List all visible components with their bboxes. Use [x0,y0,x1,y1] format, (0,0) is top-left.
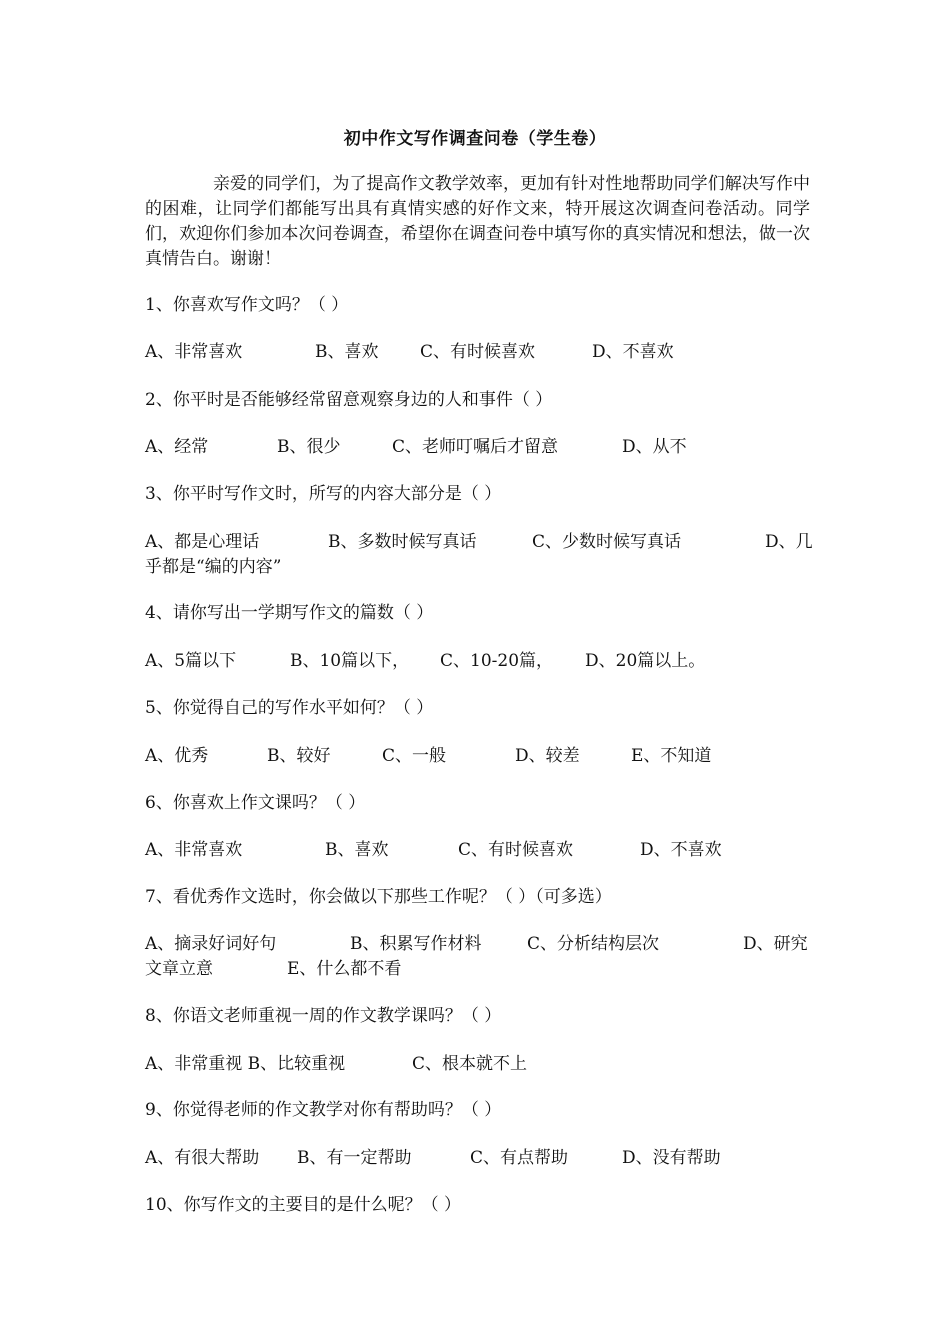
option-c[interactable]: C、少数时候写真话 [532,532,682,552]
question-5: 5、你觉得自己的写作水平如何？（ ） [145,698,434,718]
option-c[interactable]: C、有时候喜欢 [458,840,574,860]
option-d[interactable]: D、20篇以上。 [585,651,706,671]
option-a[interactable]: A、摘录好词好句 [145,934,277,954]
question-2: 2、你平时是否能够经常留意观察身边的人和事件（ ） [145,390,553,410]
option-b[interactable]: B、较好 [267,746,331,766]
option-a[interactable]: A、经常 [145,437,209,457]
option-d-continued: 文章立意 [145,959,213,979]
document-title: 初中作文写作调查问卷（学生卷） [343,129,607,149]
option-d[interactable]: D、较差 [515,746,580,766]
question-10: 10、你写作文的主要目的是什么呢？（ ） [145,1195,462,1215]
option-c[interactable]: C、有时候喜欢 [420,342,536,362]
option-d[interactable]: D、几 [765,532,813,552]
option-a[interactable]: A、都是心理话 [145,532,260,552]
option-c[interactable]: C、老师叮嘱后才留意 [392,437,559,457]
option-b[interactable]: B、有一定帮助 [297,1148,412,1168]
option-c[interactable]: C、10-20篇， [440,651,554,671]
option-b[interactable]: B、积累写作材料 [350,934,482,954]
option-a[interactable]: A、非常喜欢 [145,342,243,362]
option-d-continued: 乎都是“编的内容” [145,557,282,577]
question-4: 4、请你写出一学期写作文的篇数（ ） [145,603,434,623]
option-e[interactable]: E、什么都不看 [287,959,402,979]
option-c[interactable]: C、根本就不上 [412,1054,528,1074]
option-b[interactable]: B、喜欢 [325,840,389,860]
option-d[interactable]: D、研究 [743,934,808,954]
option-e[interactable]: E、不知道 [631,746,712,766]
option-c[interactable]: C、一般 [382,746,447,766]
question-9: 9、你觉得老师的作文教学对你有帮助吗？（ ） [145,1100,502,1120]
option-a[interactable]: A、5篇以下 [145,651,237,671]
question-3: 3、你平时写作文时，所写的内容大部分是（ ） [145,484,502,504]
option-d[interactable]: D、不喜欢 [592,342,674,362]
option-c[interactable]: C、分析结构层次 [527,934,660,954]
option-c[interactable]: C、有点帮助 [470,1148,569,1168]
option-d[interactable]: D、从不 [622,437,687,457]
question-8: 8、你语文老师重视一周的作文教学课吗？（ ） [145,1006,502,1026]
option-d[interactable]: D、没有帮助 [622,1148,721,1168]
option-b[interactable]: B、很少 [277,437,341,457]
option-b[interactable]: B、10篇以下， [290,651,410,671]
intro-paragraph: 亲爱的同学们，为了提高作文教学效率，更加有针对性地帮助同学们解决写作中的困难，让同学们都能写出具有真情实感的好作文来，特开展这次调查问卷活动。同学们，欢迎你们参加本次问卷调查，希望你在调查问卷中填写你的真实情况和想法，做一次真情告白。谢谢！ [145,174,810,269]
option-a[interactable]: A、有很大帮助 [145,1148,260,1168]
option-a-b[interactable]: A、非常重视 B、比较重视 [145,1054,346,1074]
option-b[interactable]: B、多数时候写真话 [328,532,477,552]
option-a[interactable]: A、优秀 [145,746,209,766]
option-d[interactable]: D、不喜欢 [640,840,722,860]
option-b[interactable]: B、喜欢 [315,342,379,362]
option-a[interactable]: A、非常喜欢 [145,840,243,860]
question-1: 1、你喜欢写作文吗？（ ） [145,295,349,315]
question-7: 7、看优秀作文选时，你会做以下那些工作呢？（ ）（可多选） [145,887,612,907]
question-6: 6、你喜欢上作文课吗？（ ） [145,793,366,813]
